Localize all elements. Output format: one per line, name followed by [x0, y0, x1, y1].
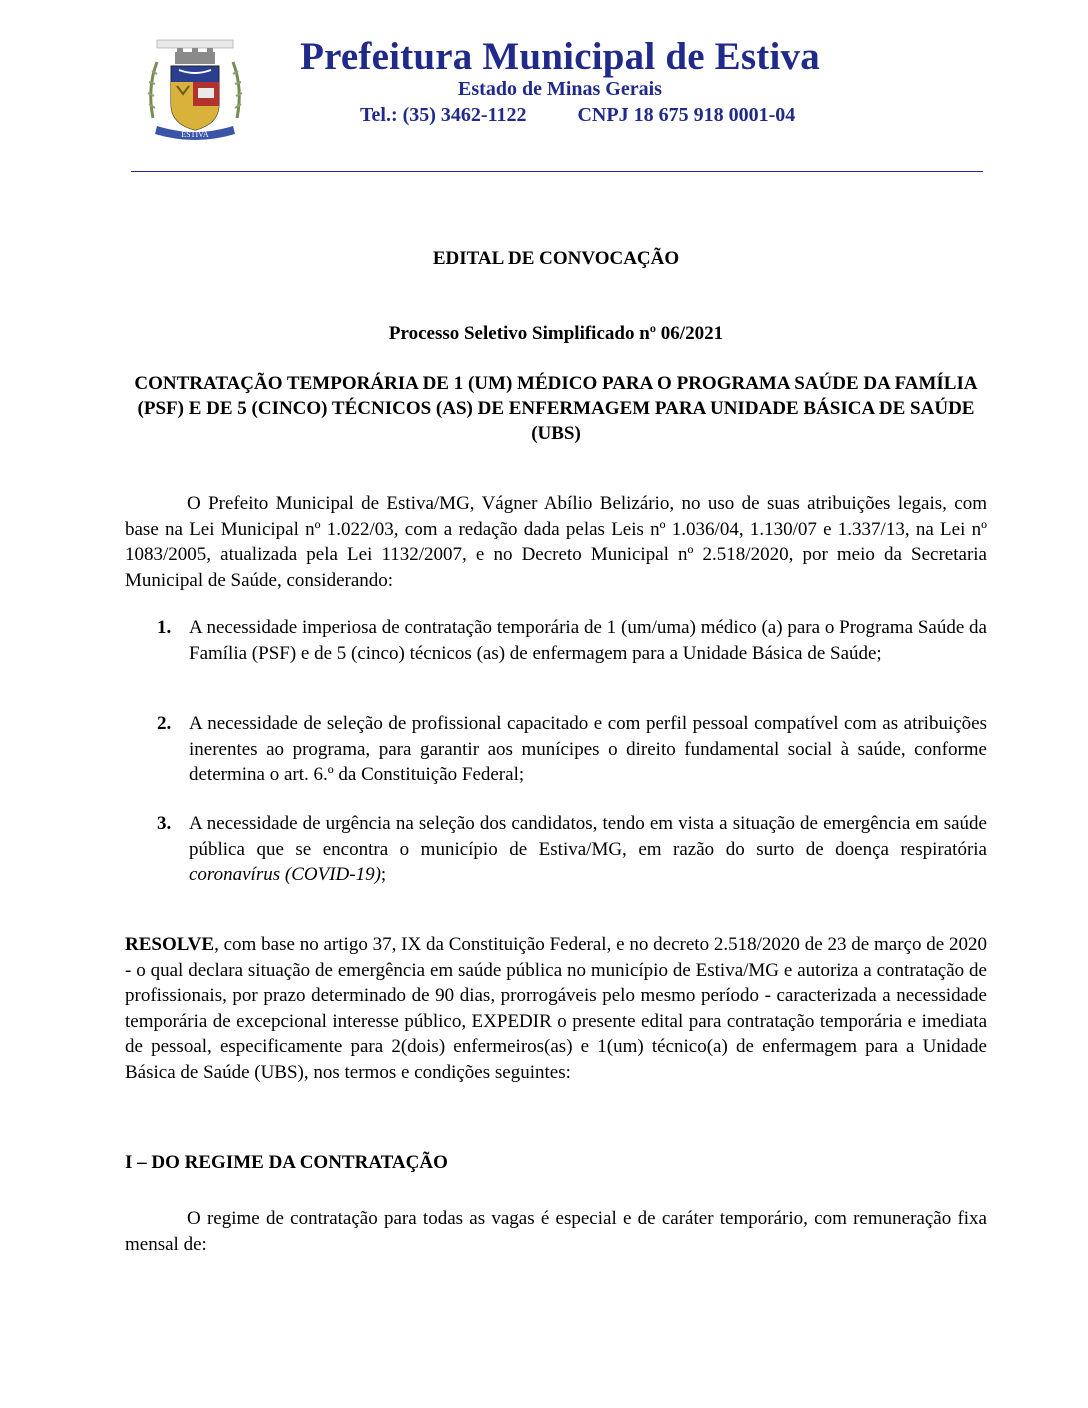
item-text-italic: coronavírus (COVID-19)	[189, 864, 381, 885]
consideration-item-2	[157, 711, 987, 788]
section-heading-regime: I – DO REGIME DA CONTRATAÇÃO	[125, 1152, 448, 1173]
document-subject: CONTRATAÇÃO TEMPORÁRIA DE 1 (UM) MÉDICO PARA O PROGRAMA SAÚDE DA FAMÍLIA (PSF) E DE 5 (CINCO) TÉCNICOS (AS) DE ENFERMAGEM PARA UNIDADE BÁSICA DE SAÚDE (UBS)	[134, 373, 978, 444]
process-number: Processo Seletivo Simplificado nº 06/2021	[388, 323, 724, 344]
crest-ribbon-text: ESTIVA	[181, 130, 209, 139]
item-text: A necessidade de seleção de profissional capacitado e com perfil pessoal compatível com as atribuições inerentes ao programa, para garantir aos munícipes o direito fundamental social à saúde, conforme determina o art. 6.º da Constituição Federal;	[189, 713, 987, 785]
consideration-item-3	[157, 811, 987, 888]
resolve-keyword: RESOLVE	[125, 934, 215, 955]
document-title: EDITAL DE CONVOCAÇÃO	[432, 248, 680, 269]
item-number: 1.	[157, 617, 172, 638]
regime-paragraph: O regime de contratação para todas as vagas é especial e de caráter temporário, com remuneração fixa mensal de:	[125, 1208, 987, 1255]
resolve-text: , com base no artigo 37, IX da Constituição Federal, e no decreto 2.518/2020 de 23 de março de 2020 - o qual declara situação de emergência em saúde pública no município de Estiva/MG e autoriza a contratação de profissionais, por prazo determinado de 90 dias, prorrogáveis pelo mesmo período - caracterizada a necessidade temporária de excepcional interesse público, EXPEDIR o presente edital para contratação temporária e imediata de pessoal, especificamente para 2(dois) enfermeiros(as) e 1(um) técnico(a) de enfermagem para a Unidade Básica de Saúde (UBS), nos termos e condições seguintes:	[125, 934, 987, 1083]
consideration-item-1	[157, 615, 987, 666]
item-text	[189, 811, 987, 888]
resolve-paragraph	[125, 932, 987, 1085]
header-contacts	[360, 104, 840, 127]
municipal-crest-logo	[143, 38, 247, 144]
item-number: 3.	[157, 813, 172, 834]
item-text: A necessidade imperiosa de contratação temporária de 1 (um/uma) médico (a) para o Programa Saúde da Família (PSF) e de 5 (cinco) técnicos (as) de enfermagem para a Unidade Básica de Saúde;	[189, 617, 987, 664]
header-divider	[131, 171, 983, 172]
item-text-main: A necessidade de urgência na seleção dos candidatos, tendo em vista a situação de emergência em saúde pública que se encontra o município de Estiva/MG, em razão do surto de doença respiratória	[189, 813, 987, 860]
intro-paragraph: O Prefeito Municipal de Estiva/MG, Vágner Abílio Belizário, no uso de suas atribuições legais, com base na Lei Municipal nº 1.022/03, com a redação dada pelas Leis nº 1.036/04, 1.130/07 e 1.337/13, na Lei nº 1083/2005, atualizada pela Lei 1132/2007, e no Decreto Municipal nº 2.518/2020, por meio da Secretaria Municipal de Saúde, considerando:	[125, 493, 987, 591]
item-number: 2.	[157, 713, 172, 734]
header-state: Estado de Minas Gerais	[458, 78, 662, 100]
header-title: Prefeitura Municipal de Estiva	[300, 35, 820, 78]
item-text-end: ;	[380, 864, 387, 885]
header-cnpj: CNPJ 18 675 918 0001-04	[577, 104, 796, 126]
header-phone: Tel.: (35) 3462-1122	[360, 104, 527, 126]
